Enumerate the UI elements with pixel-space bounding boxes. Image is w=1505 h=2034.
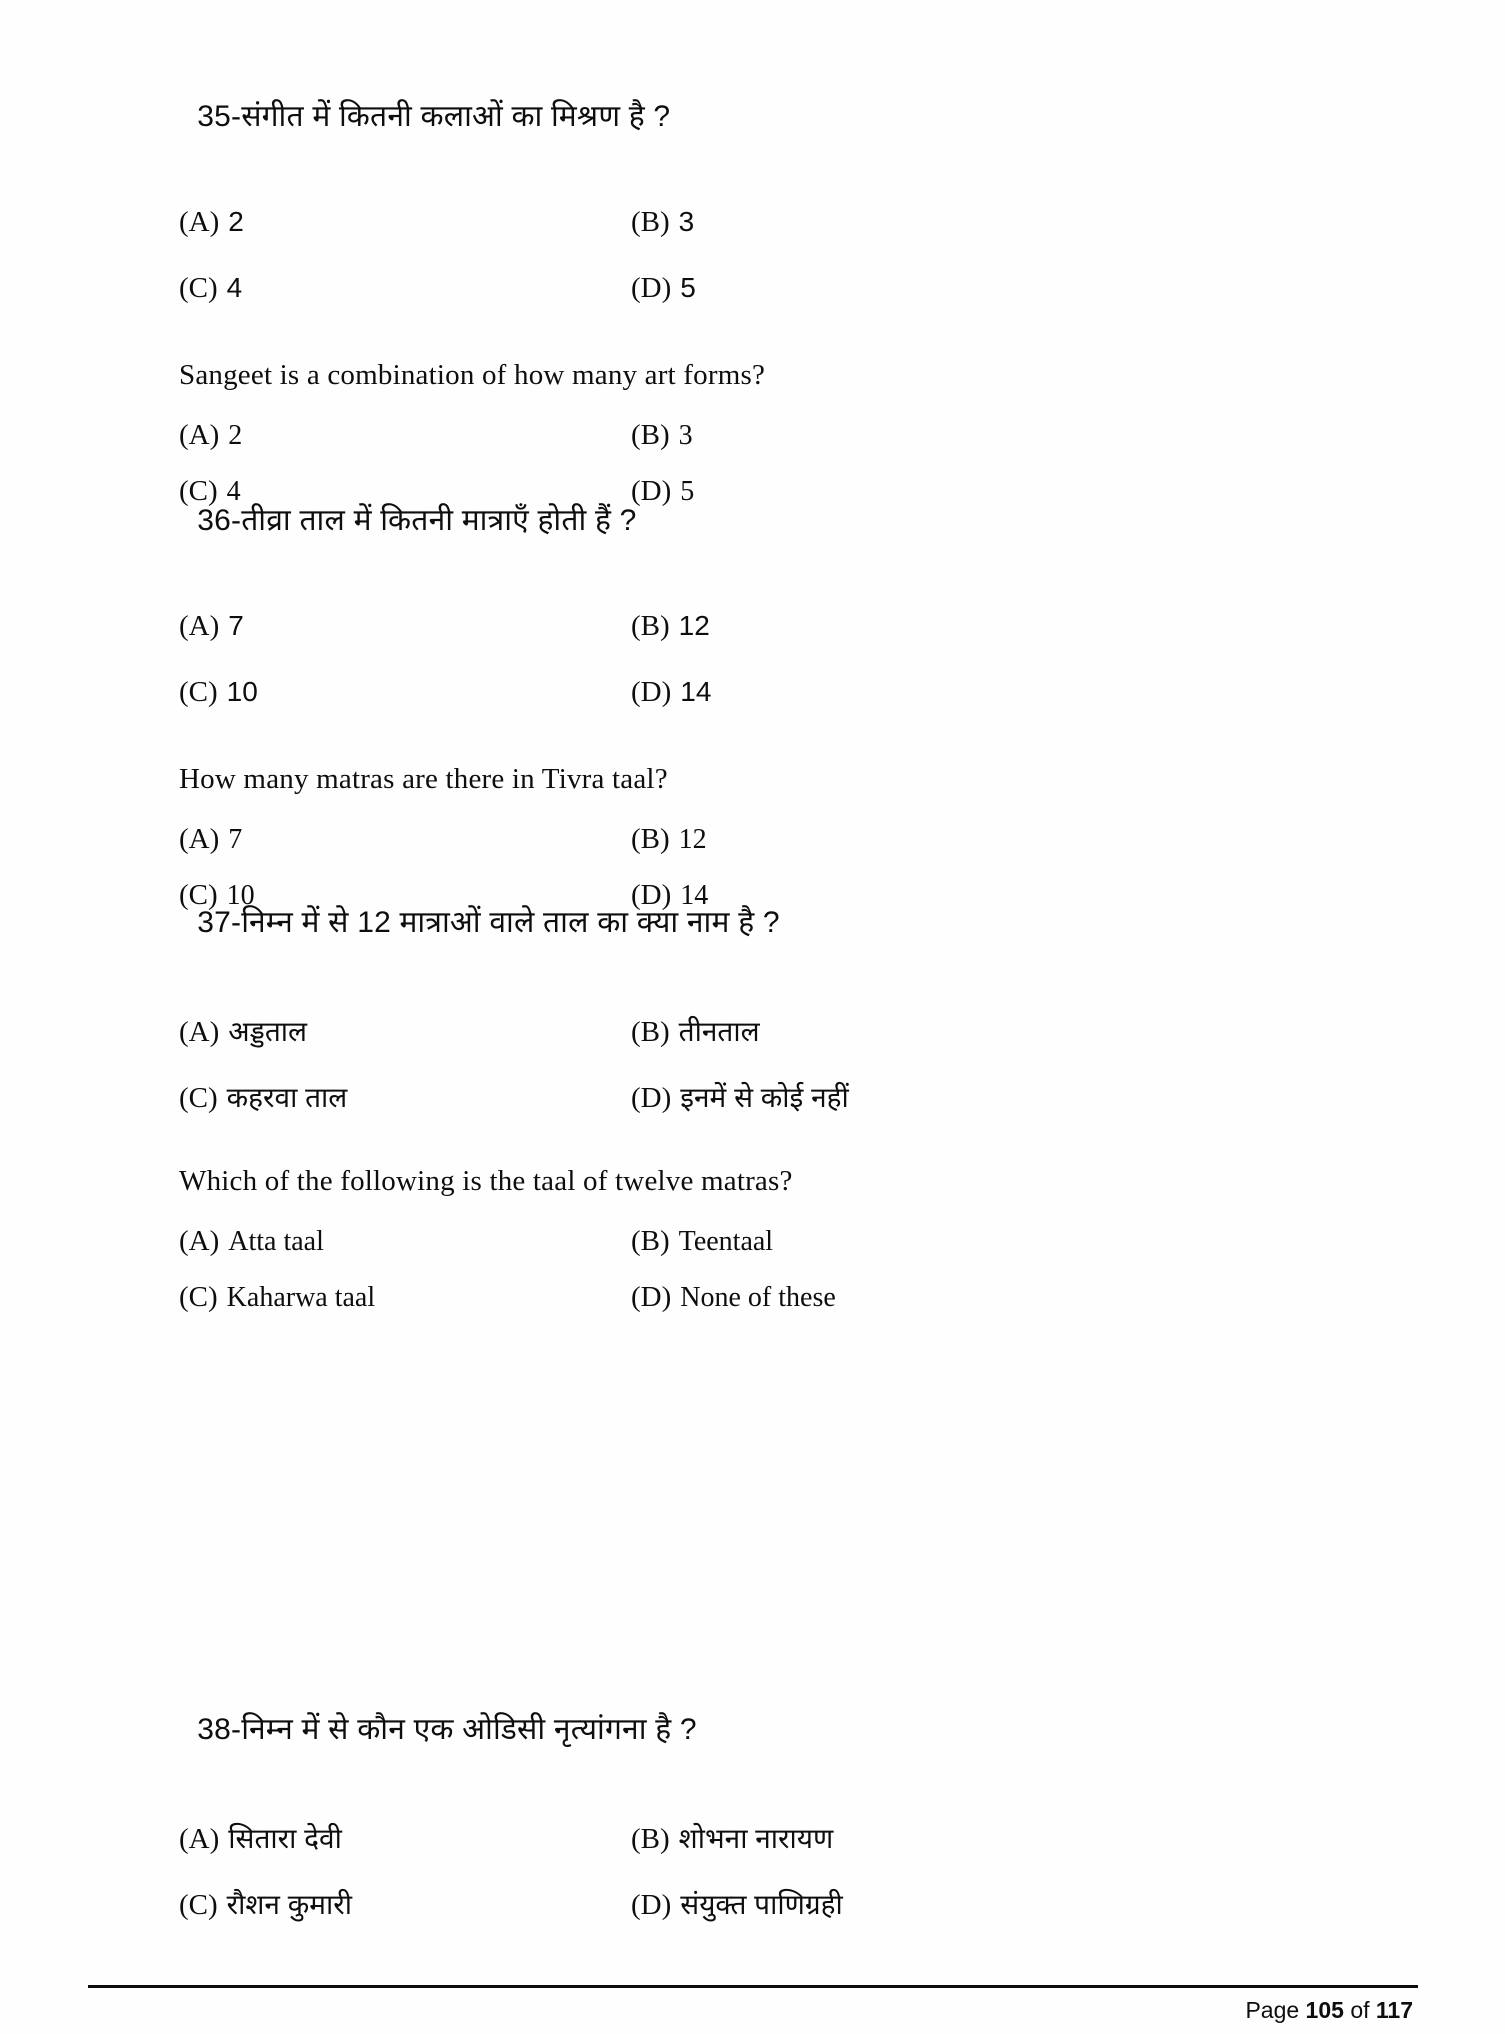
option-37-en-b[interactable] bbox=[631, 1225, 1376, 1258]
option-37-hi-d[interactable] bbox=[631, 1078, 1376, 1116]
question-block-38 bbox=[146, 1669, 1376, 1951]
option-letter: (D) bbox=[631, 271, 672, 304]
option-letter: (B) bbox=[631, 418, 670, 451]
option-37-hi-b[interactable] bbox=[631, 1012, 1376, 1050]
option-text: 3 bbox=[678, 205, 695, 237]
option-35-hi-b[interactable] bbox=[631, 206, 1376, 239]
option-row bbox=[179, 272, 1376, 338]
option-text: 10 bbox=[226, 675, 258, 707]
option-text: 12 bbox=[678, 823, 707, 855]
option-38-hi-b[interactable] bbox=[631, 1819, 1376, 1857]
option-text: 5 bbox=[680, 475, 695, 507]
question-36-options-hindi bbox=[146, 610, 1376, 742]
footer-of-label: of bbox=[1350, 1997, 1370, 2023]
option-text: Kaharwa taal bbox=[226, 1281, 376, 1313]
option-text: रौशन कुमारी bbox=[226, 1888, 352, 1920]
option-text: संयुक्त पाणिग्रही bbox=[680, 1888, 843, 1920]
question-35-options-hindi bbox=[146, 206, 1376, 338]
option-letter: (A) bbox=[179, 205, 220, 238]
question-37-options-english bbox=[146, 1225, 1376, 1337]
option-letter: (D) bbox=[631, 1081, 672, 1114]
option-row bbox=[179, 206, 1376, 272]
option-row bbox=[179, 1281, 1376, 1337]
option-35-hi-a[interactable] bbox=[179, 206, 631, 239]
question-37-stem-english: Which of the following is the taal of twelve matras? bbox=[179, 1164, 793, 1197]
option-letter: (A) bbox=[179, 609, 220, 642]
option-text: सितारा देवी bbox=[228, 1822, 342, 1854]
option-row bbox=[179, 676, 1376, 742]
option-letter: (D) bbox=[631, 1280, 672, 1313]
question-38-options-hindi bbox=[146, 1819, 1376, 1951]
option-letter: (B) bbox=[631, 1224, 670, 1257]
option-text: 2 bbox=[228, 419, 243, 451]
option-row bbox=[179, 1225, 1376, 1281]
question-35-stem-hindi bbox=[146, 56, 1376, 178]
option-36-hi-a[interactable] bbox=[179, 610, 631, 643]
option-letter: (D) bbox=[631, 474, 672, 507]
option-letter: (C) bbox=[179, 675, 218, 708]
option-36-hi-d[interactable] bbox=[631, 676, 1376, 709]
footer-divider bbox=[88, 1985, 1418, 1988]
option-letter: (B) bbox=[631, 205, 670, 238]
footer-page-total: 117 bbox=[1375, 1997, 1413, 2023]
option-text: अड्डताल bbox=[228, 1015, 308, 1047]
option-letter: (A) bbox=[179, 1224, 220, 1257]
option-38-hi-d[interactable] bbox=[631, 1885, 1376, 1923]
option-37-hi-a[interactable] bbox=[179, 1012, 631, 1050]
question-37-stem-hindi bbox=[146, 862, 1376, 984]
option-37-hi-c[interactable] bbox=[179, 1078, 631, 1116]
option-letter: (B) bbox=[631, 609, 670, 642]
option-text: 5 bbox=[680, 271, 696, 303]
option-letter: (C) bbox=[179, 474, 218, 507]
option-letter: (D) bbox=[631, 1888, 672, 1921]
option-text: 14 bbox=[680, 879, 709, 911]
option-row bbox=[179, 1819, 1376, 1885]
question-35-stem-hindi-text: संगीत में कितनी कलाओं का मिश्रण है ? bbox=[241, 99, 671, 133]
option-letter: (C) bbox=[179, 271, 218, 304]
question-38-number: 38- bbox=[197, 1712, 242, 1746]
option-36-en-a[interactable] bbox=[179, 823, 631, 856]
option-row bbox=[179, 1078, 1376, 1144]
option-letter: (C) bbox=[179, 1280, 218, 1313]
question-38-stem-hindi bbox=[146, 1669, 1376, 1791]
option-row bbox=[179, 610, 1376, 676]
question-36-stem-english: How many matras are there in Tivra taal? bbox=[179, 762, 668, 795]
option-letter: (A) bbox=[179, 822, 220, 855]
option-text: 7 bbox=[228, 609, 244, 641]
option-text: Teentaal bbox=[678, 1225, 774, 1257]
option-row bbox=[179, 1885, 1376, 1951]
option-text: इनमें से कोई नहीं bbox=[680, 1081, 849, 1113]
option-letter: (A) bbox=[179, 418, 220, 451]
option-row bbox=[179, 1012, 1376, 1078]
page-footer bbox=[1245, 1997, 1413, 2024]
option-35-en-b[interactable] bbox=[631, 419, 1376, 452]
option-text: 4 bbox=[226, 475, 241, 507]
option-text: 3 bbox=[678, 419, 693, 451]
option-text: None of these bbox=[680, 1281, 836, 1313]
footer-page-label: Page bbox=[1245, 1997, 1300, 2023]
option-text: कहरवा ताल bbox=[226, 1081, 348, 1113]
option-text: 2 bbox=[228, 205, 244, 237]
option-36-hi-c[interactable] bbox=[179, 676, 631, 709]
option-text: 12 bbox=[678, 609, 710, 641]
question-37-options-hindi bbox=[146, 1012, 1376, 1144]
question-block-37 bbox=[146, 862, 1376, 1337]
option-letter: (B) bbox=[631, 1822, 670, 1855]
option-38-hi-a[interactable] bbox=[179, 1819, 631, 1857]
option-text: 10 bbox=[226, 879, 255, 911]
option-letter: (C) bbox=[179, 878, 218, 911]
option-37-en-c[interactable] bbox=[179, 1281, 631, 1314]
option-37-en-a[interactable] bbox=[179, 1225, 631, 1258]
option-36-en-b[interactable] bbox=[631, 823, 1376, 856]
question-35-number: 35- bbox=[197, 99, 242, 133]
option-35-hi-d[interactable] bbox=[631, 272, 1376, 305]
option-letter: (D) bbox=[631, 675, 672, 708]
question-37-number: 37- bbox=[197, 905, 242, 939]
option-letter: (C) bbox=[179, 1888, 218, 1921]
option-letter: (C) bbox=[179, 1081, 218, 1114]
option-letter: (B) bbox=[631, 822, 670, 855]
option-36-hi-b[interactable] bbox=[631, 610, 1376, 643]
footer-page-number: 105 bbox=[1305, 1997, 1344, 2023]
option-text: 4 bbox=[226, 271, 243, 303]
option-letter: (B) bbox=[631, 1015, 670, 1048]
option-letter: (A) bbox=[179, 1015, 220, 1048]
question-36-number: 36- bbox=[197, 503, 242, 537]
option-38-hi-c[interactable] bbox=[179, 1885, 631, 1923]
option-37-en-d[interactable] bbox=[631, 1281, 1376, 1314]
option-letter: (D) bbox=[631, 878, 672, 911]
question-36-stem-hindi-text: तीव्रा ताल में कितनी मात्राएँ होती हैं ? bbox=[241, 503, 637, 537]
question-36-stem-hindi bbox=[146, 460, 1376, 582]
option-text: 14 bbox=[680, 675, 712, 707]
option-letter: (A) bbox=[179, 1822, 220, 1855]
option-35-en-a[interactable] bbox=[179, 419, 631, 452]
option-text: Atta taal bbox=[228, 1225, 324, 1257]
question-38-stem-hindi-text: निम्न में से कौन एक ओडिसी नृत्यांगना है ? bbox=[241, 1712, 697, 1746]
option-text: शोभना नारायण bbox=[678, 1822, 834, 1854]
question-37-stem-hindi-text: निम्न में से 12 मात्राओं वाले ताल का क्या नाम है ? bbox=[241, 905, 780, 939]
option-text: 7 bbox=[228, 823, 243, 855]
option-text: तीनताल bbox=[678, 1015, 760, 1047]
option-35-hi-c[interactable] bbox=[179, 272, 631, 305]
question-35-stem-english: Sangeet is a combination of how many art forms? bbox=[179, 358, 766, 391]
